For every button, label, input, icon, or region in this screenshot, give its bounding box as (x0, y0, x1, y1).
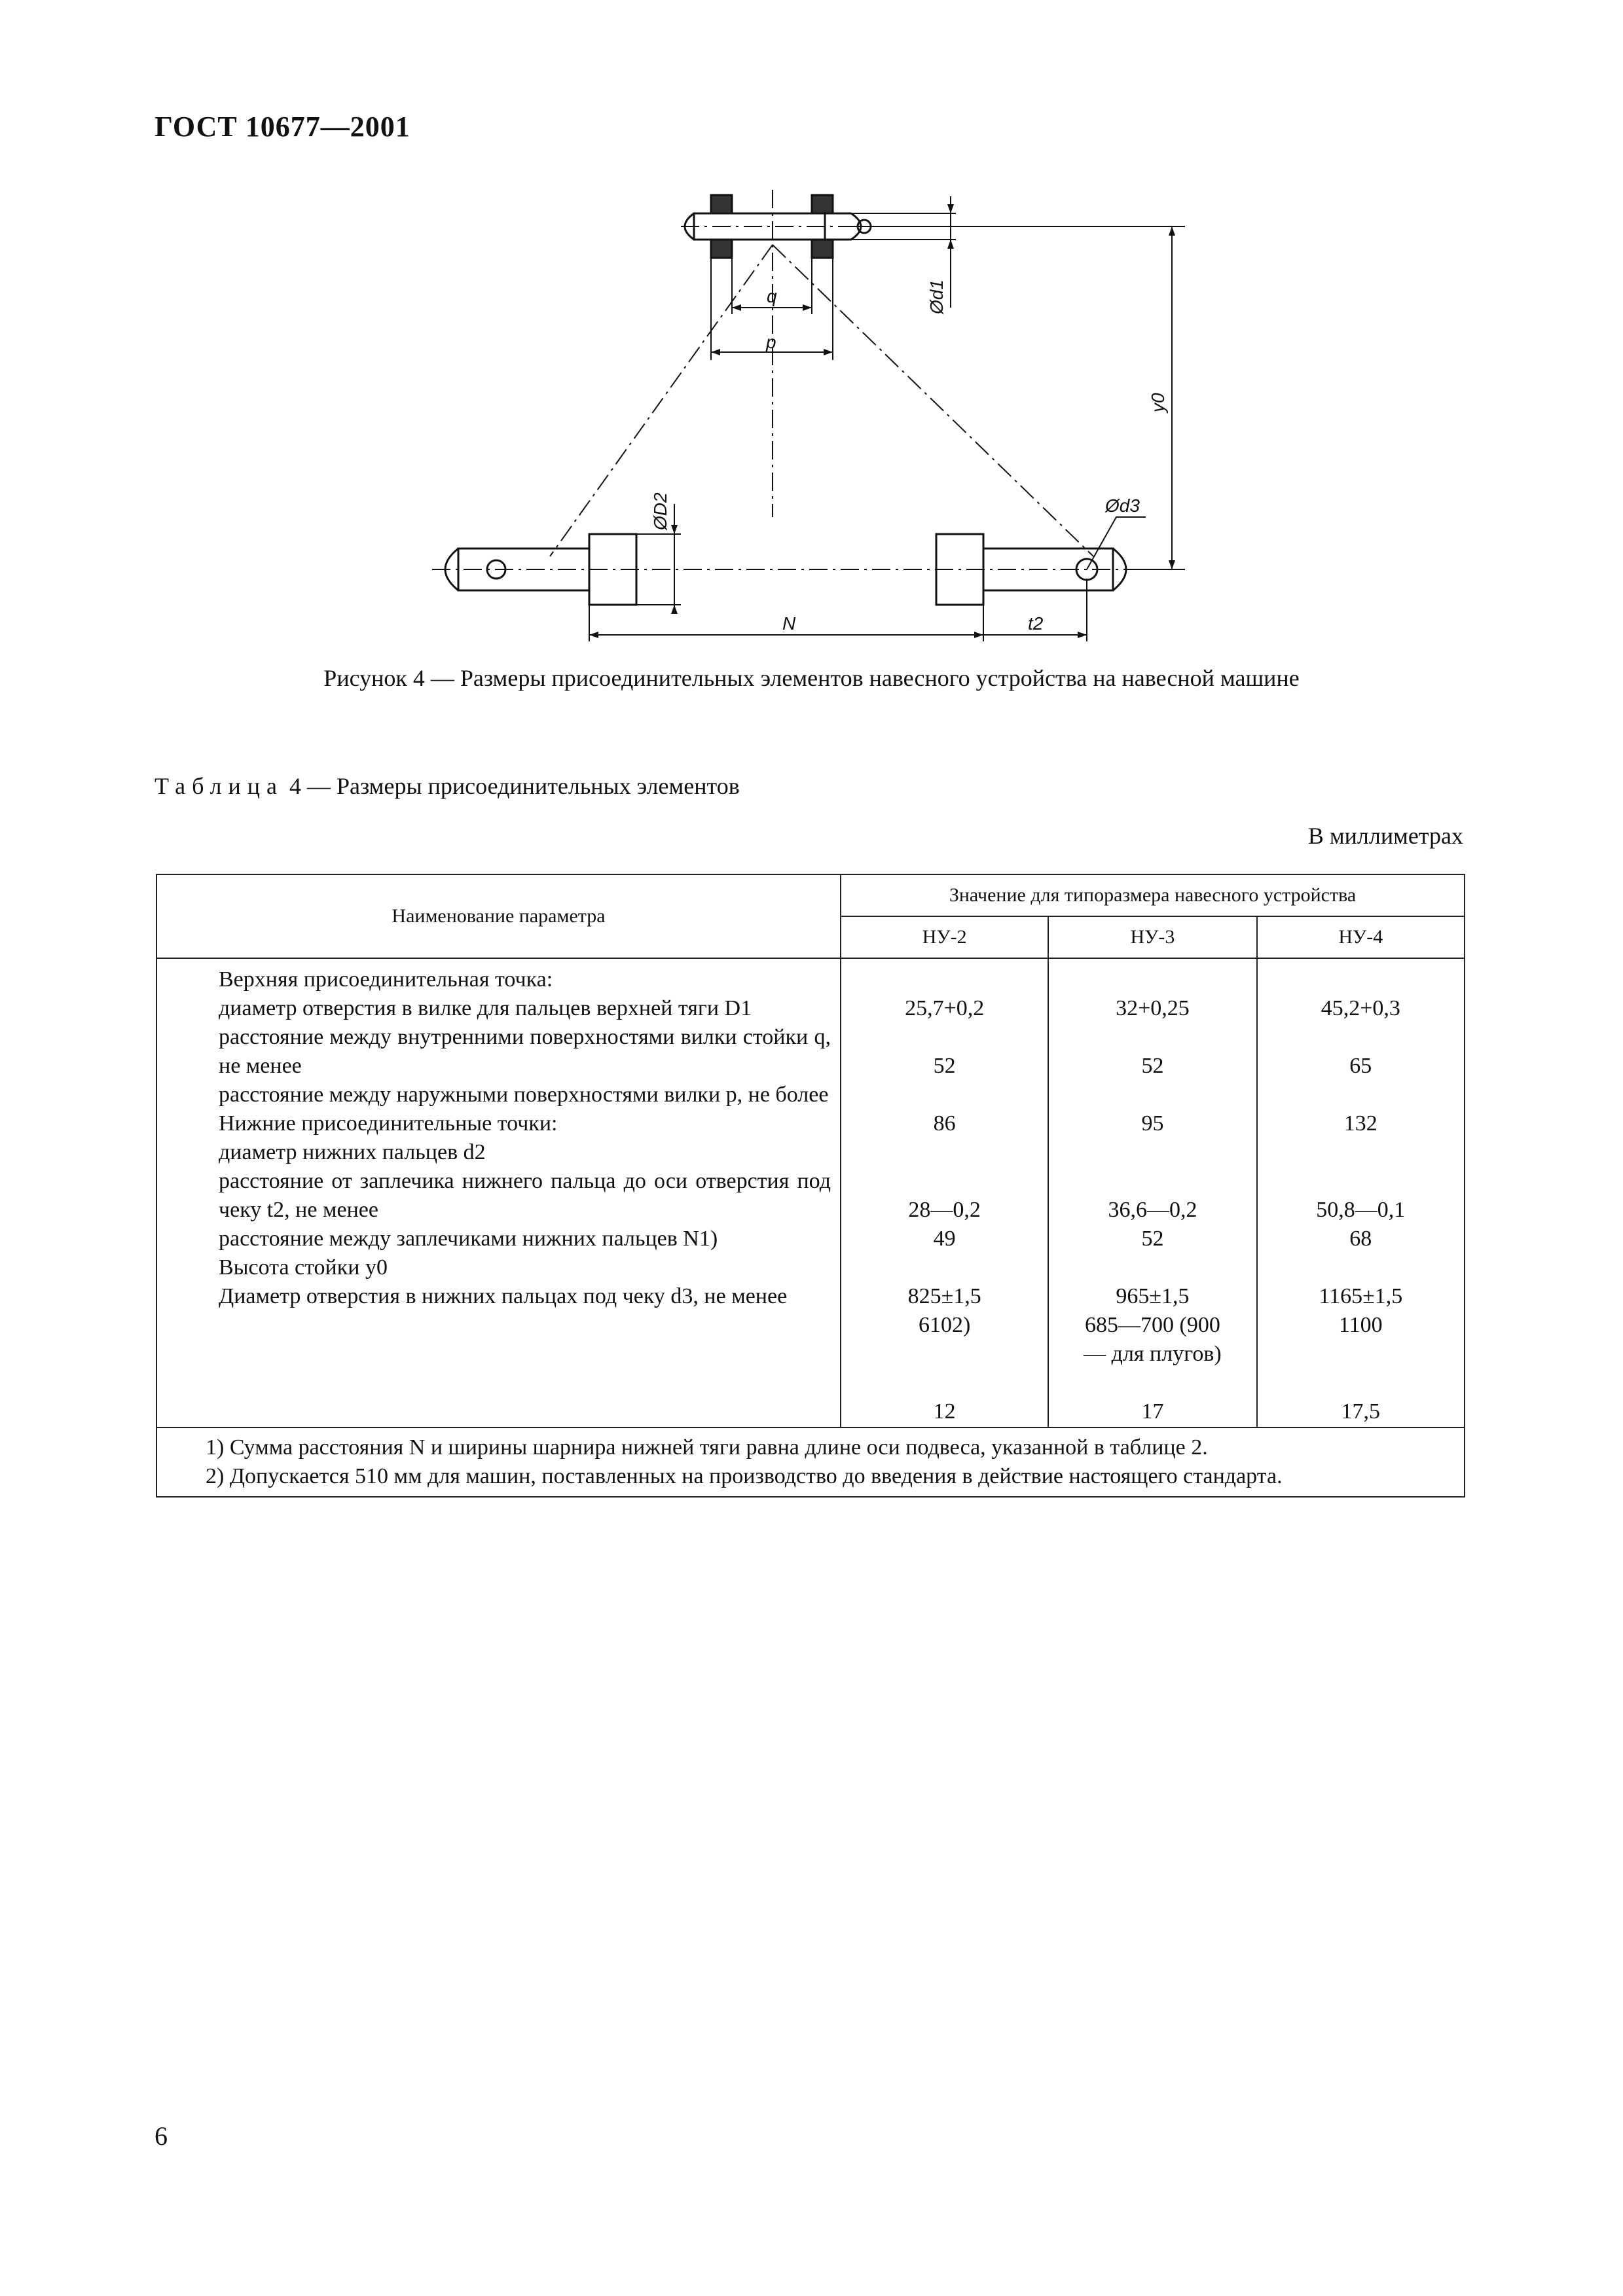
value-cell: 28—0,2 (908, 1198, 981, 1222)
figure-4-drawing (419, 177, 1205, 661)
table-body-row (156, 958, 1465, 1427)
label-y0: y0 (1148, 393, 1168, 412)
header-group: Значение для типоразмера навесного устройства (841, 874, 1465, 916)
param-label: диаметр нижних пальцев d2 (219, 1140, 486, 1164)
value-cell: 52 (1141, 1054, 1164, 1078)
param-label: Верхняя присоединительная точка: (219, 967, 553, 992)
label-d1: Ød1 (926, 279, 947, 314)
value-cell: 1165±1,5 (1319, 1284, 1403, 1308)
label-N: N (782, 613, 796, 634)
header-col-nu3: НУ-3 (1048, 916, 1256, 958)
value-cell: 685—700 (900 — для плугов) (1084, 1313, 1222, 1366)
table-units: В миллиметрах (1307, 823, 1463, 849)
table-title-prefix: Таблица (155, 773, 283, 799)
value-cell: 36,6—0,2 (1108, 1198, 1197, 1222)
value-cell: 52 (1141, 1227, 1164, 1251)
header-param: Наименование параметра (156, 874, 841, 958)
value-cell: 12 (933, 1399, 956, 1424)
hitch-dimensions-svg (419, 177, 1205, 661)
param-label: расстояние от заплечика нижнего пальца до оси отверстия под чеку t2, не менее (219, 1169, 831, 1222)
table-title (155, 772, 740, 800)
value-cell: 25,7+0,2 (905, 996, 985, 1020)
param-label: расстояние между заплечиками нижних пальцев N1) (219, 1227, 718, 1251)
param-label: расстояние между внутренними поверхностями вилки стойки q, не менее (219, 1025, 831, 1078)
value-cell: 17 (1141, 1399, 1164, 1424)
value-cell: 50,8—0,1 (1316, 1198, 1406, 1222)
value-cell: 825±1,5 (907, 1284, 981, 1308)
value-cell: 132 (1343, 1111, 1377, 1136)
header-col-nu2: НУ-2 (841, 916, 1048, 958)
header-col-nu4: НУ-4 (1257, 916, 1465, 958)
label-p: p (766, 332, 776, 352)
page-number: 6 (155, 2121, 168, 2151)
fork-block-right-top (812, 195, 833, 213)
param-column (156, 958, 841, 1427)
param-label: расстояние между наружными поверхностями вилки p, не более (219, 1083, 829, 1107)
value-cell: 86 (933, 1111, 956, 1136)
param-label: диаметр отверстия в вилке для пальцев верхней тяги D1 (219, 996, 752, 1020)
values-nu3 (1048, 958, 1256, 1427)
value-cell: 45,2+0,3 (1321, 996, 1400, 1020)
param-label: Диаметр отверстия в нижних пальцах под чеку d3, не менее (219, 1284, 788, 1308)
figure-caption: Рисунок 4 — Размеры присоединительных элементов навесного устройства на навесной машине (323, 665, 1300, 691)
document-header: ГОСТ 10677—2001 (155, 111, 410, 143)
fork-block-left-bottom (711, 240, 732, 258)
table-notes-row (156, 1427, 1465, 1497)
param-label: Нижние присоединительные точки: (219, 1111, 558, 1136)
value-cell: 965±1,5 (1116, 1284, 1190, 1308)
table-notes (156, 1427, 1465, 1497)
footnote-1: 1) Сумма расстояния N и ширины шарнира нижней тяги равна длине оси подвеса, указанной в таблице 2. (206, 1435, 1208, 1460)
value-cell: 17,5 (1341, 1399, 1381, 1424)
value-cell: 68 (1349, 1227, 1372, 1251)
label-t2: t2 (1028, 613, 1044, 634)
table-title-rest: 4 — Размеры присоединительных элементов (283, 773, 740, 799)
fork-block-right-bottom (812, 240, 833, 258)
value-cell: 95 (1141, 1111, 1164, 1136)
value-cell: 1100 (1338, 1313, 1383, 1337)
label-q: q (767, 286, 777, 306)
values-nu2 (841, 958, 1048, 1427)
fork-block-left-top (711, 195, 732, 213)
value-cell: 65 (1349, 1054, 1372, 1078)
label-d3: Ød3 (1105, 495, 1140, 516)
value-cell: 6102) (918, 1313, 971, 1337)
value-cell: 49 (933, 1227, 956, 1251)
value-cell: 52 (933, 1054, 956, 1078)
values-nu4 (1257, 958, 1465, 1427)
footnote-2: 2) Допускается 510 мм для машин, поставленных на производство до введения в действие настоящего стандарта. (206, 1464, 1283, 1488)
value-cell: 32+0,25 (1116, 996, 1190, 1020)
label-D2: ØD2 (650, 492, 670, 530)
dimensions-table (156, 874, 1465, 1498)
param-label: Высота стойки y0 (219, 1255, 388, 1280)
